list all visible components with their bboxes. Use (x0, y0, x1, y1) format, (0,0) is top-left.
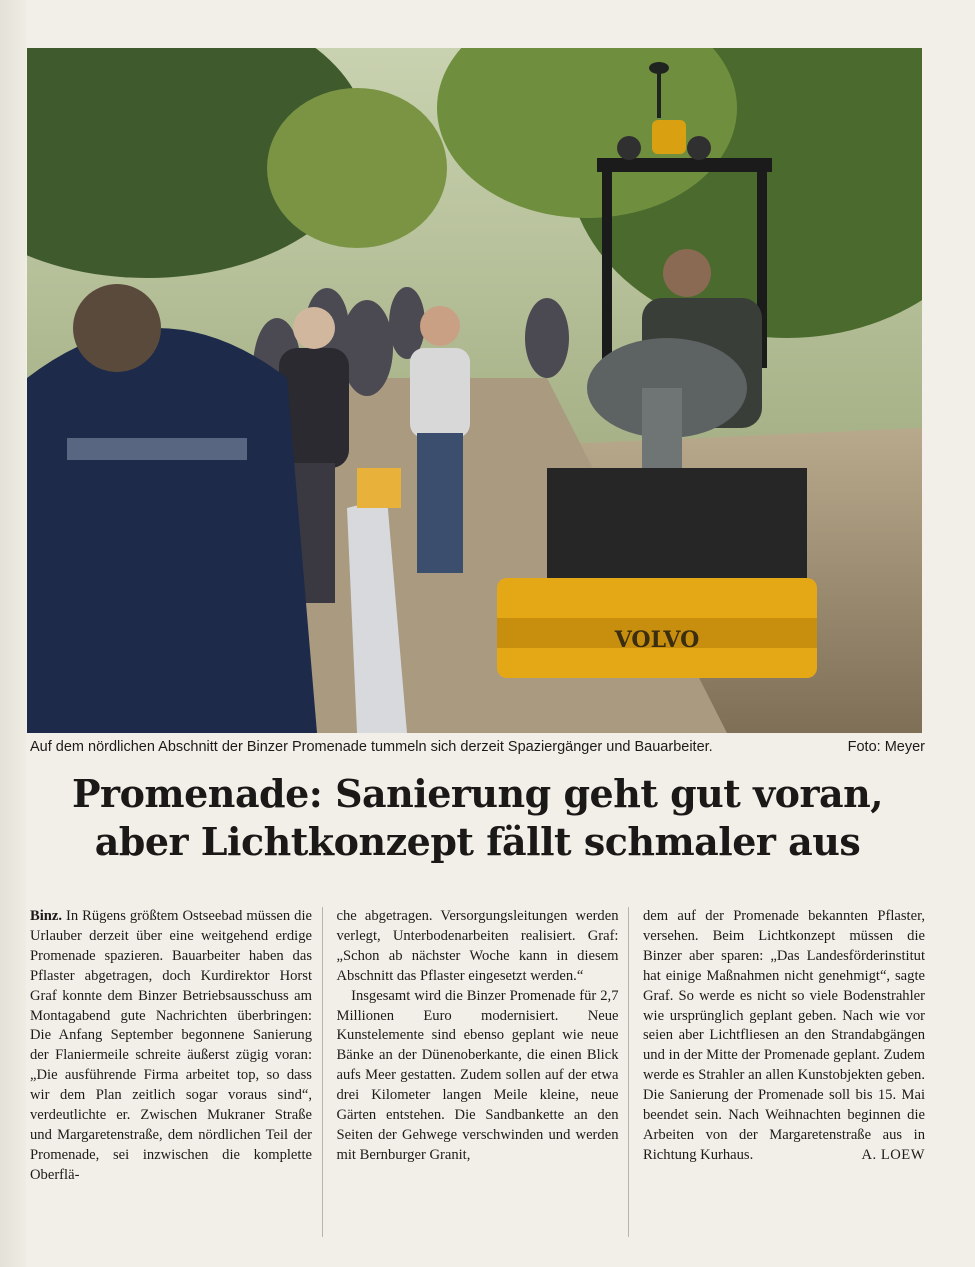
news-photo (27, 48, 922, 733)
article-paragraph (643, 907, 925, 1166)
article-body (30, 907, 925, 1247)
photo-image (27, 48, 922, 733)
article-column-2 (337, 907, 619, 1247)
clipping-edge (0, 0, 26, 1267)
paragraph-text: dem auf der Promenade bekannten Pflaster, versehen. Beim Lichtkonzept müssen die Binzer aber sparen: „Das Landesförderinstitut hat einige Maßnahmen nicht genehmigt“, sagte Graf. So werde es nicht so viele Bodenstrahler wie ursprünglich geplant geben. Nach wie vor seien aber Lichtfliesen an den Strandabgängen und in der Mitte der Promenade geplant. Zudem werde es Strahler an allen Kunstobjekten geben. Die Sanierung der Promenade soll bis 15. Mai beendet sein. Nach Weihnachten beginnen die Arbeiten von der Margaretenstraße aus in Richtung Kurhaus. (643, 908, 925, 1163)
headline-line-1: Promenade: Sanierung geht gut voran, (71, 771, 884, 816)
article-column-1 (30, 907, 312, 1247)
dateline: Binz. (30, 908, 63, 924)
headline (30, 770, 925, 866)
author-byline: A. LOEW (861, 1146, 925, 1163)
article-paragraph: Insgesamt wird die Binzer Promenade für 2,7 Millionen Euro modernisiert. Neue Kunstelemente sind ebenso geplant wie neue Bänke an der Dünenoberkante, die einen Blick aufs Meer gestatten. Zudem sollen auf der etwa drei Kilometer langen Meile kleine, neue Gärten entstehen. Die Sandbankette an den Seiten der Gehwege verschwinden und werden mit Bernburger Granit, (336, 987, 619, 1163)
article-paragraph (30, 907, 312, 1186)
paragraph-text: In Rügens größtem Ostseebad müssen die Urlauber derzeit über eine weitgehend erdige Promenade spazieren. Bauarbeiter haben das Pflaster abgetragen, doch Kurdirektor Horst Graf konnte dem Binzer Betriebsausschuss am Montagabend gute Nachrichten überbringen: Die Anfang September begonnene Sanierung der Flaniermeile schreite äußerst zügig voran: „Die ausführende Firma arbeitet top, so dass wir dem Plan zeitlich sogar voraus sind“, verdeutlichte er. Zwischen Mukraner Straße und Margaretenstraße, dem nördlichen Teil der Promenade, sei inzwischen die komplette Oberflä- (30, 908, 312, 1183)
article-column-3 (643, 907, 925, 1247)
roller-brand-text: VOLVO (614, 627, 700, 653)
photo-credit: Foto: Meyer (847, 739, 925, 755)
headline-line-2: aber Lichtkonzept fällt schmaler aus (94, 819, 861, 864)
photo-caption (30, 736, 925, 758)
caption-text: Auf dem nördlichen Abschnitt der Binzer Promenade tummeln sich derzeit Spaziergänger und Bauarbeiter. (30, 739, 713, 755)
article-paragraph: che abgetragen. Versorgungsleitungen werden verlegt, Unterbodenarbeiten realisiert. Graf: „Schon ab nächster Woche kann in diesem Abschnitt das Pflaster eingesetzt werden.“ (336, 908, 619, 984)
